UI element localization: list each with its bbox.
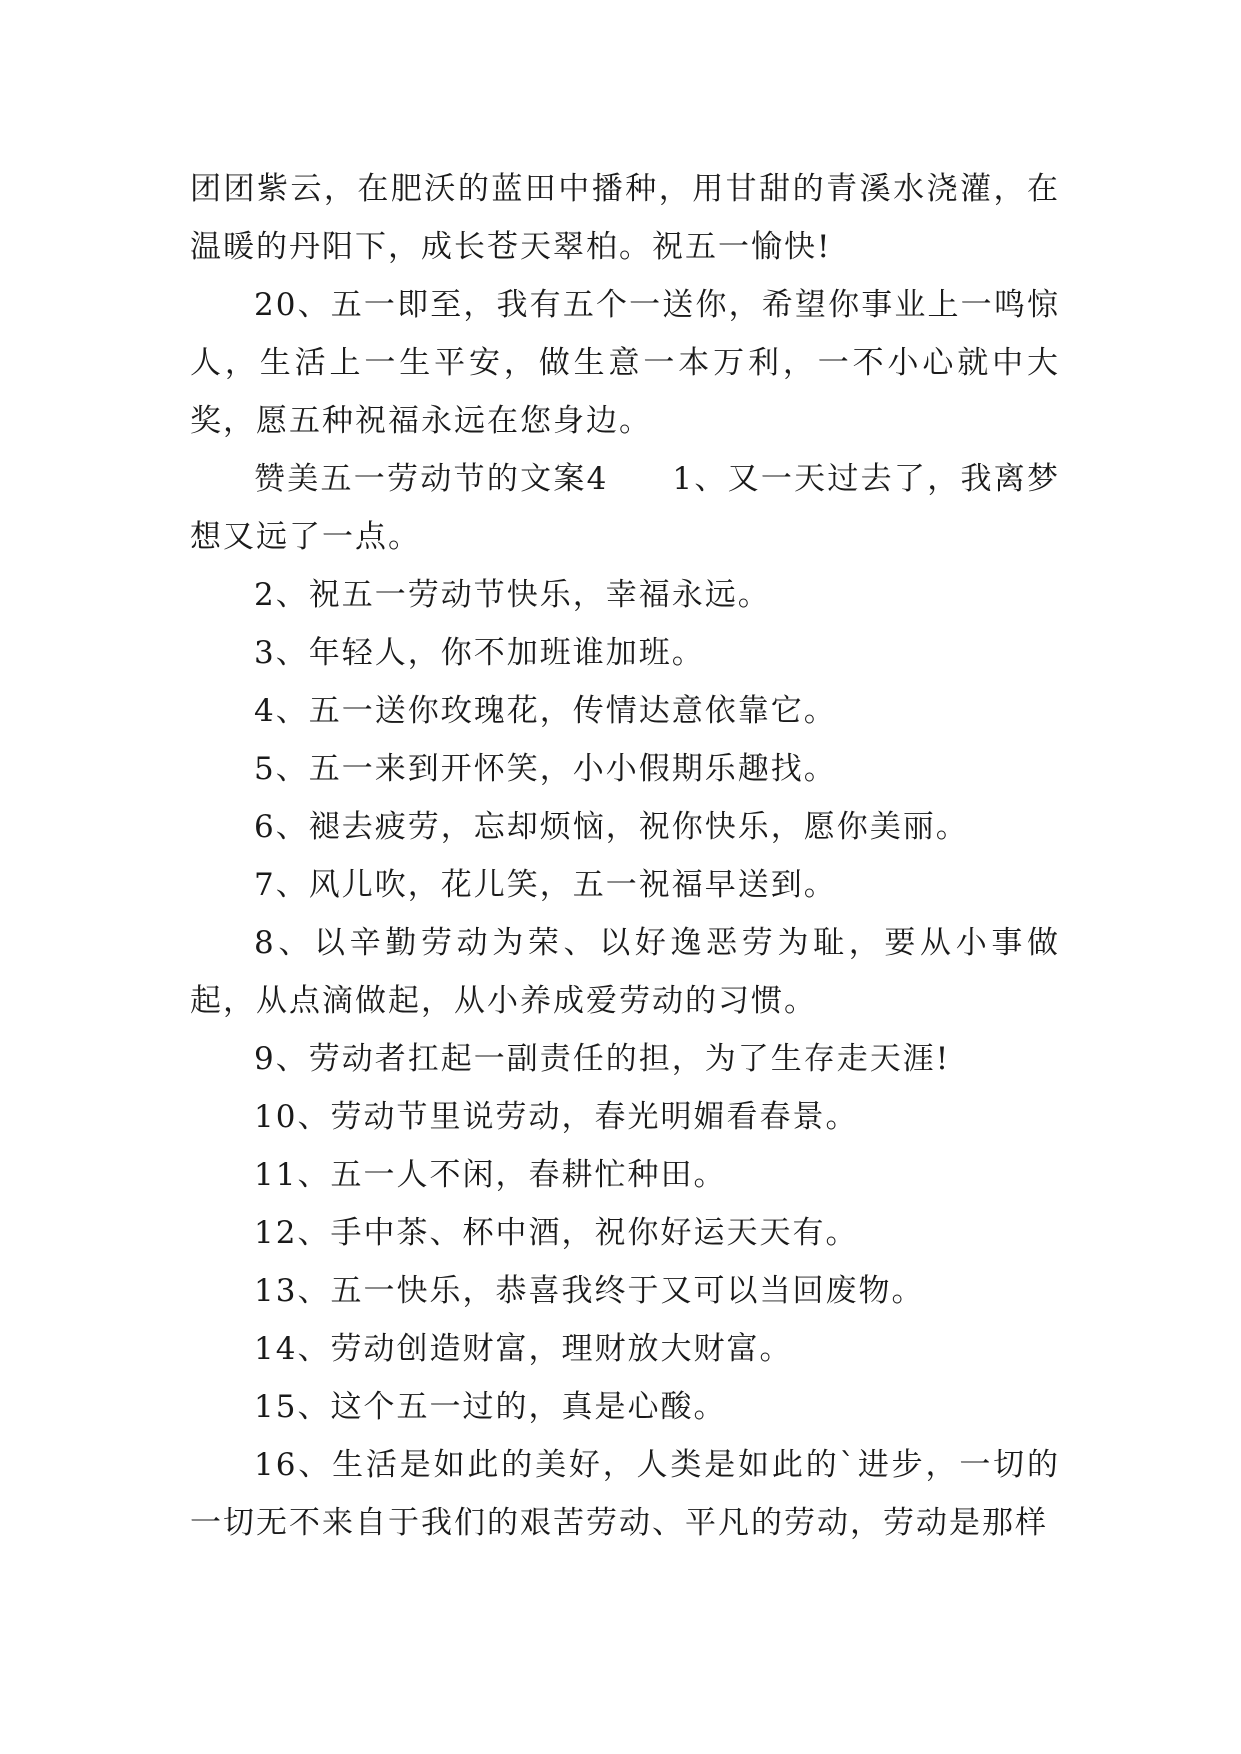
- paragraph-1: 团团紫云，在肥沃的蓝田中播种，用甘甜的青溪水浇灌，在温暖的丹阳下，成长苍天翠柏。祝五一愉快!: [190, 171, 1060, 265]
- list-item: 10、劳动节里说劳动，春光明媚看春景。: [254, 1099, 859, 1135]
- list-item: 16、生活是如此的美好，人类是如此的`进步，一切的一切无不来自于我们的艰苦劳动、平凡的劳动，劳动是那样: [190, 1447, 1060, 1541]
- list-item: 3、年轻人，你不加班谁加班。: [254, 635, 705, 671]
- list-item: 12、手中茶、杯中酒，祝你好运天天有。: [254, 1215, 859, 1251]
- paragraph-3: [190, 450, 1060, 566]
- list-item: 7、风儿吹，花儿笑，五一祝福早送到。: [254, 867, 837, 903]
- document-body: [190, 160, 1060, 1552]
- list-item: 11、五一人不闲，春耕忙种田。: [254, 1157, 727, 1193]
- list-item: 4、五一送你玫瑰花，传情达意依靠它。: [254, 693, 837, 729]
- list-item: 8、以辛勤劳动为荣、以好逸恶劳为耻，要从小事做起，从点滴做起，从小养成爱劳动的习惯。: [190, 925, 1060, 1019]
- list-item: 1、又一天过去了，我离梦想又远了一点。: [190, 461, 1060, 555]
- section-heading: 赞美五一劳动节的文案4: [254, 461, 609, 497]
- paragraph-2: 20、五一即至，我有五个一送你，希望你事业上一鸣惊人，生活上一生平安，做生意一本万利，一不小心就中大奖，愿五种祝福永远在您身边。: [190, 287, 1060, 439]
- list-item: 9、劳动者扛起一副责任的担，为了生存走天涯!: [254, 1041, 951, 1077]
- list-item: 5、五一来到开怀笑，小小假期乐趣找。: [254, 751, 837, 787]
- list-item: 15、这个五一过的，真是心酸。: [254, 1389, 727, 1425]
- list-item: 2、祝五一劳动节快乐，幸福永远。: [254, 577, 771, 613]
- list-item: 6、褪去疲劳，忘却烦恼，祝你快乐，愿你美丽。: [254, 809, 969, 845]
- list-item: 13、五一快乐，恭喜我终于又可以当回废物。: [254, 1273, 925, 1309]
- list-item: 14、劳动创造财富，理财放大财富。: [254, 1331, 793, 1367]
